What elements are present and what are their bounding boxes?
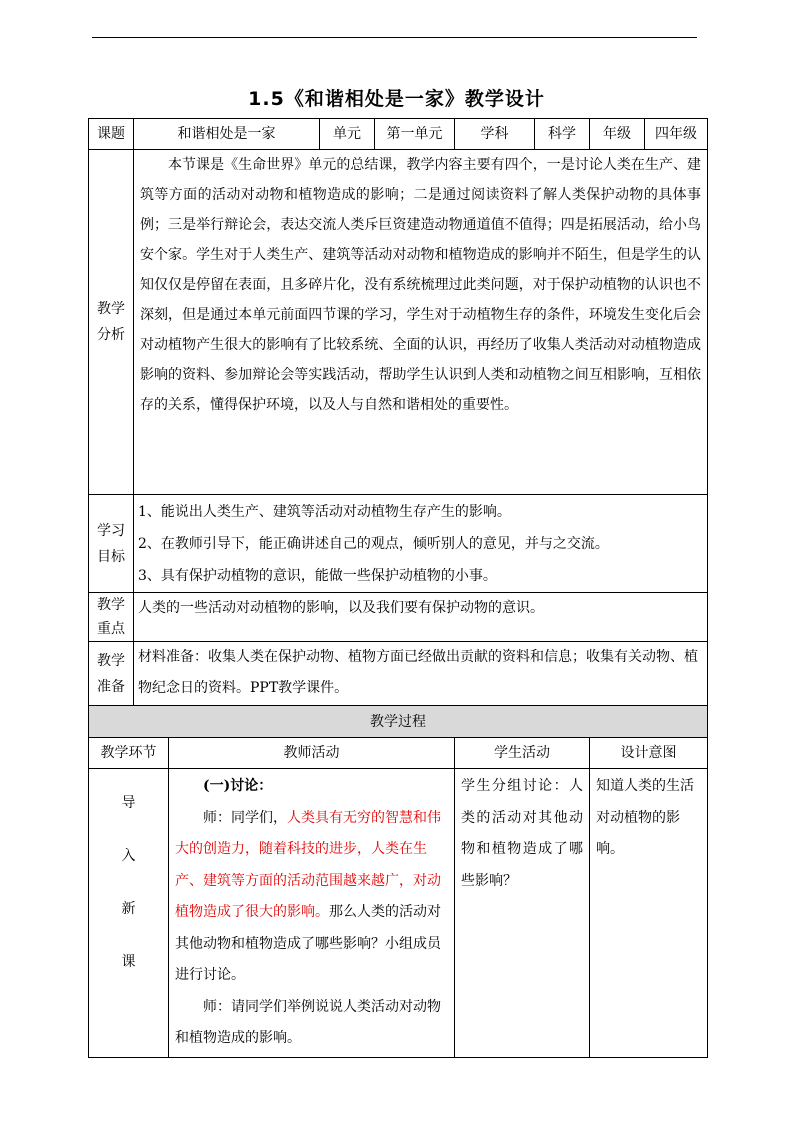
col-student-header: 学生活动 bbox=[455, 738, 590, 769]
analysis-text: 本节课是《生命世界》单元的总结课，教学内容主要有四个，一是讨论人类在生产、建筑等方面的活动对动物和植物造成的影响；二是通过阅读资料了解人类保护动物的具体事例；三是举行辩论会，表达交流人类斥巨资建造动物通道值不值得；四是拓展活动，给小鸟安个家。学生对于人类生产、建筑等活动对动物和植物造成的影响并不陌生，但是学生的认知仅仅是停留在表面，且多碎片化，没有系统梳理过此类问题，对于保护动植物的认识也不深刻，但是通过本单元前面四节课的学习，学生对于动植物生存的条件，环境发生变化后会对动植物产生很大的影响有了比较系统、全面的认识，再经历了收集人类活动对动植物造成影响的资料、参加辩论会等实践活动，帮助学生认识到人类和动植物之间互相影响，互相依存的关系，懂得保护环境，以及人与自然和谐相处的重要性。 bbox=[134, 150, 708, 495]
lesson-plan-table bbox=[88, 118, 708, 1058]
process-columns-row bbox=[89, 738, 708, 769]
objective-item: 2、在教师引导下，能正确讲述自己的观点，倾听别人的意见，并与之交流。 bbox=[138, 535, 609, 552]
teacher-activity bbox=[169, 769, 455, 1058]
teacher-p1-highlight: 人类具有无穷的智慧和伟大的创造力，随着科技的进步，人类在生产、建筑等方面的活动范围越来越广，对动植物造成了很大的影响。 bbox=[175, 809, 441, 920]
topic-label: 课题 bbox=[89, 119, 134, 150]
preparation-text: 材料准备：收集人类在保护动物、植物方面已经做出贡献的资料和信息；收集有关动物、植物纪念日的资料。PPT教学课件。 bbox=[134, 642, 708, 706]
key-points-text: 人类的一些活动对动植物的影响，以及我们要有保护动物的意识。 bbox=[134, 593, 708, 642]
preparation-row bbox=[89, 642, 708, 706]
teacher-heading: (一)讨论： bbox=[203, 778, 273, 794]
process-header-row bbox=[89, 706, 708, 738]
col-stage-header: 教学环节 bbox=[89, 738, 169, 769]
teacher-p1-suffix: 那么人类的活动对其他动物和植物造成了哪些影响？小组成员进行讨论。 bbox=[175, 904, 441, 983]
student-activity: 学生分组讨论：人类的活动对其他动物和植物造成了哪些影响？ bbox=[455, 769, 590, 1058]
stage-cell bbox=[89, 769, 169, 1058]
key-points-label bbox=[89, 593, 134, 642]
objectives-label-text: 学习目标 bbox=[97, 522, 125, 565]
objectives-list bbox=[134, 495, 708, 593]
process-header: 教学过程 bbox=[89, 706, 708, 738]
page-title: 1.5《和谐相处是一家》教学设计 bbox=[248, 88, 545, 110]
col-intent-header: 设计意图 bbox=[590, 738, 708, 769]
subject-value: 科学 bbox=[535, 119, 590, 150]
stage-char: 入 bbox=[121, 848, 136, 864]
unit-label: 单元 bbox=[320, 119, 375, 150]
col-teacher-header: 教师活动 bbox=[169, 738, 455, 769]
process-row bbox=[89, 769, 708, 1058]
subject-label: 学科 bbox=[455, 119, 535, 150]
key-points-label-text: 教学重点 bbox=[97, 597, 125, 637]
objectives-row bbox=[89, 495, 708, 593]
stage-char: 新 bbox=[121, 901, 136, 917]
topic-value: 和谐相处是一家 bbox=[134, 119, 320, 150]
objectives-label bbox=[89, 495, 134, 593]
key-points-row bbox=[89, 593, 708, 642]
header-rule bbox=[92, 37, 697, 38]
grade-value: 四年级 bbox=[645, 119, 708, 150]
info-row bbox=[89, 119, 708, 150]
teacher-paragraph-2: 师：请同学们举例说说人类活动对动物和植物造成的影响。 bbox=[175, 998, 441, 1046]
teacher-p1-prefix: 师：同学们， bbox=[203, 809, 287, 826]
analysis-label bbox=[89, 150, 134, 495]
teacher-paragraph-1 bbox=[175, 803, 448, 992]
design-intent: 知道人类的生活对动植物的影响。 bbox=[590, 769, 708, 1058]
objective-item: 3、具有保护动植物的意识，能做一些保护动植物的小事。 bbox=[138, 567, 497, 584]
preparation-label bbox=[89, 642, 134, 706]
preparation-label-text: 教学准备 bbox=[97, 652, 125, 695]
analysis-label-text: 教学分析 bbox=[97, 301, 125, 343]
analysis-row bbox=[89, 150, 708, 495]
grade-label: 年级 bbox=[590, 119, 645, 150]
stage-char: 课 bbox=[121, 954, 136, 970]
unit-value: 第一单元 bbox=[375, 119, 455, 150]
objective-item: 1、能说出人类生产、建筑等活动对动植物生存产生的影响。 bbox=[138, 503, 511, 520]
stage-char: 导 bbox=[121, 795, 136, 811]
